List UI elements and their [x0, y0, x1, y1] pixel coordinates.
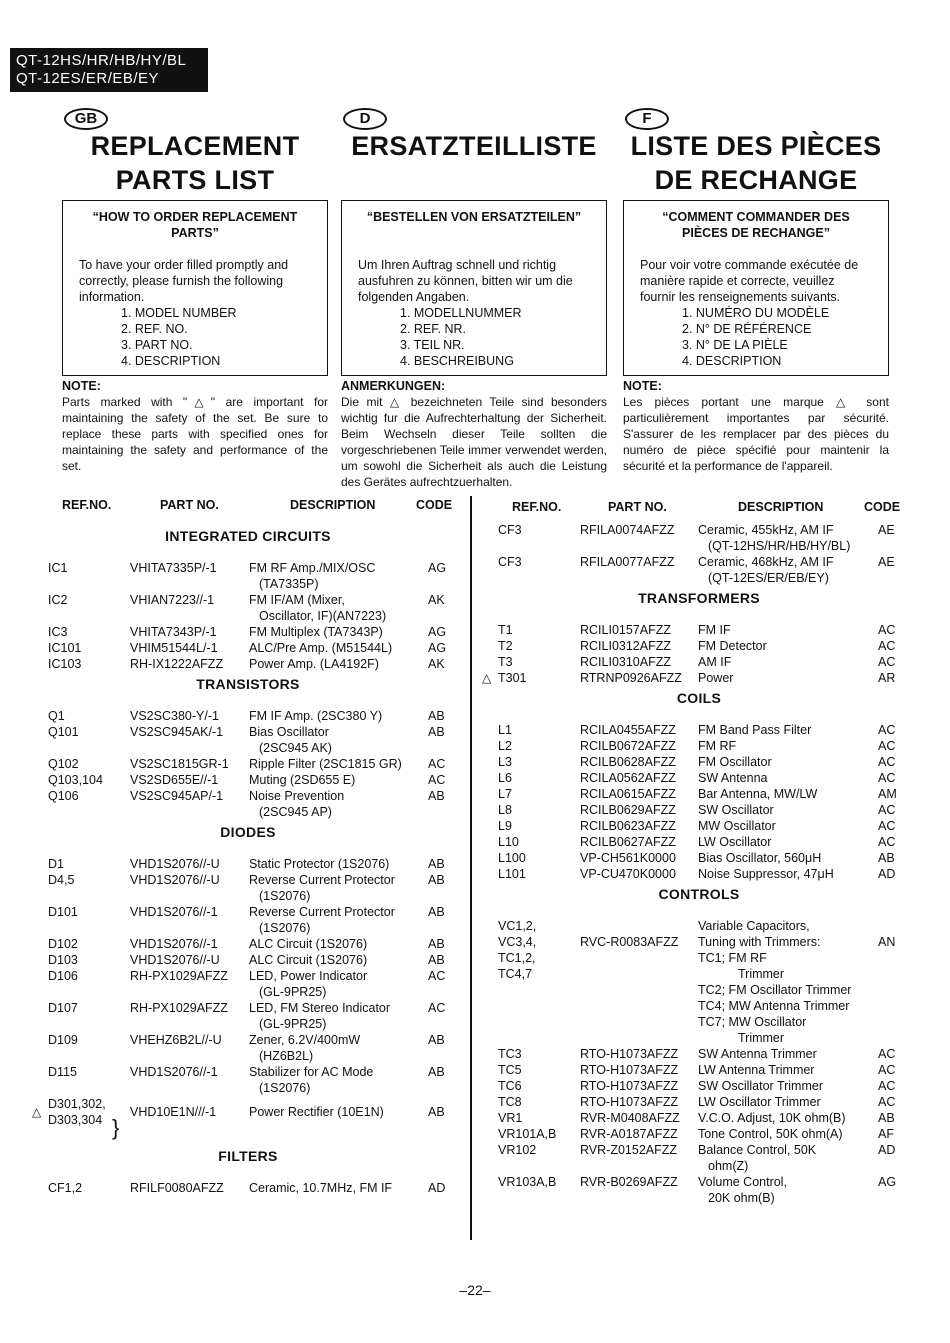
right-header-code: CODE [864, 500, 901, 514]
description: (TA7335P) [259, 577, 319, 591]
code: AF [878, 1127, 894, 1141]
part-no: RCILI0312AFZZ [580, 639, 672, 653]
part-no: VP-CU470K0000 [580, 867, 676, 881]
part-no: RFILA0074AFZZ [580, 523, 675, 537]
description: LW Oscillator [698, 835, 772, 849]
safety-note [62, 378, 328, 474]
page-number: –22– [459, 1282, 491, 1298]
order-item: 3. PART NO. [121, 338, 193, 352]
description: Reverse Current Protector [249, 905, 395, 919]
note-text: Parts marked with "△" are important for maintaining the safety of the set. Be sure to replace these parts with specified ones for maintaining the safety and performance of the set. [62, 395, 328, 473]
section-heading: CONTROLS [658, 886, 740, 902]
ref-no: T3 [498, 655, 513, 669]
order-item: 3. TEIL NR. [400, 338, 465, 352]
left-header-desc: DESCRIPTION [290, 498, 376, 512]
code: AR [878, 671, 896, 685]
note-text: Die mit △ bezeichneten Teile sind besonders wichtig fur die Aufrechterhaltung der Sicherheit. Beim Wechseln dieser Teile sollten die vorgeschriebenen Teile immer verwendet werden, um sowohl die Sicherheit als auch die Leistung des Gerätes aufrechtzuerhalten. [341, 395, 607, 489]
left-header-part: PART NO. [160, 498, 219, 512]
part-no: RCILA0455AFZZ [580, 723, 676, 737]
ref-no: D1 [48, 857, 64, 871]
description: Volume Control, [698, 1175, 787, 1189]
part-no: RCILB0623AFZZ [580, 819, 676, 833]
part-no: VS2SC380-Y/-1 [130, 709, 219, 723]
ref-no: Q101 [48, 725, 79, 739]
description: Bias Oscillator [249, 725, 329, 739]
part-no: RH-PX1029AFZZ [130, 969, 228, 983]
description: TC4; MW Antenna Trimmer [698, 999, 850, 1013]
model-line-2: QT-12ES/ER/EB/EY [16, 70, 160, 87]
ref-no: L100 [498, 851, 526, 865]
code: AB [428, 1033, 445, 1047]
ref-no: TC8 [498, 1095, 522, 1109]
part-no: VS2SC945AP/-1 [130, 789, 224, 803]
right-header-ref: REF.NO. [512, 500, 562, 514]
code: AC [428, 969, 446, 983]
ref-no: IC3 [48, 625, 68, 639]
description: Ripple Filter (2SC1815 GR) [249, 757, 402, 771]
ref-no: TC4,7 [498, 967, 533, 981]
code: AC [878, 1063, 896, 1077]
description: LED, Power Indicator [249, 969, 368, 983]
code: AC [878, 771, 896, 785]
ref-no: Q103,104 [48, 773, 103, 787]
code: AB [428, 937, 445, 951]
description: FM IF [698, 623, 731, 637]
code: AC [878, 655, 896, 669]
description: (2SC945 AK) [259, 741, 332, 755]
ref-no: L9 [498, 819, 512, 833]
how-to-order-box [62, 200, 328, 376]
ref-no: VR1 [498, 1111, 523, 1125]
description: SW Antenna [698, 771, 768, 785]
ref-no: CF3 [498, 523, 522, 537]
section-title: REPLACEMENT [90, 131, 300, 161]
description: Muting (2SD655 E) [249, 773, 356, 787]
code: AC [878, 755, 896, 769]
part-no: VHITA7335P/-1 [130, 561, 217, 575]
description: (1S2076) [259, 889, 311, 903]
code: AK [428, 593, 445, 607]
code: AB [428, 789, 445, 803]
description: TC2; FM Oscillator Trimmer [698, 983, 852, 997]
part-no: RTO-H1073AFZZ [580, 1079, 679, 1093]
description: ALC Circuit (1S2076) [249, 937, 368, 951]
description: Bar Antenna, MW/LW [698, 787, 818, 801]
description: Static Protector (1S2076) [249, 857, 390, 871]
ref-no: TC6 [498, 1079, 522, 1093]
part-no: VS2SC1815GR-1 [130, 757, 229, 771]
part-no: VHIM51544L/-1 [130, 641, 218, 655]
ref-no: VC1,2, [498, 919, 537, 933]
ref-no: L2 [498, 739, 512, 753]
code: AB [428, 709, 445, 723]
description: TC7; MW Oscillator [698, 1015, 807, 1029]
part-no: RTO-H1073AFZZ [580, 1063, 679, 1077]
code: AM [878, 787, 897, 801]
description: ohm(Z) [708, 1159, 749, 1173]
description: MW Oscillator [698, 819, 776, 833]
section-title: ERSATZTEILLISTE [351, 131, 597, 161]
description: (2SC945 AP) [259, 805, 332, 819]
part-no: VS2SD655E//-1 [130, 773, 219, 787]
note-heading: ANMERKUNGEN: [341, 379, 446, 393]
note-heading: NOTE: [623, 379, 662, 393]
ref-no: L8 [498, 803, 512, 817]
description: ALC/Pre Amp. (M51544L) [249, 641, 393, 655]
order-heading-line: “COMMENT COMMANDER DES [662, 210, 850, 224]
section-title: PARTS LIST [115, 165, 275, 195]
ref-no: D109 [48, 1033, 78, 1047]
part-no: RVR-A0187AFZZ [580, 1127, 678, 1141]
description: Oscillator, IF)(AN7223) [259, 609, 387, 623]
order-heading-line: “BESTELLEN VON ERSATZTEILEN” [366, 210, 582, 224]
code: AK [428, 657, 445, 671]
code: AC [878, 739, 896, 753]
code: AC [878, 819, 896, 833]
part-no: RVR-B0269AFZZ [580, 1175, 678, 1189]
ref-no: IC101 [48, 641, 82, 655]
section-heading: COILS [676, 690, 722, 706]
order-item: 1. NUMÉRO DU MODÈLE [682, 306, 830, 320]
order-instructions: To have your order filled promptly and correctly, please furnish the following information. [79, 258, 289, 304]
description: (GL-9PR25) [259, 1017, 327, 1031]
order-item: 1. MODELLNUMMER [400, 306, 522, 320]
description: Noise Suppressor, 47μH [698, 867, 834, 881]
code: AC [878, 723, 896, 737]
description: FM Band Pass Filter [698, 723, 812, 737]
part-no: VS2SC945AK/-1 [130, 725, 224, 739]
ref-no: TC5 [498, 1063, 522, 1077]
code: AB [878, 851, 895, 865]
code: AD [878, 867, 896, 881]
part-no: VHD1S2076//-U [130, 857, 220, 871]
part-no: VP-CH561K0000 [580, 851, 676, 865]
section-title: LISTE DES PIÈCES [630, 131, 882, 161]
part-no: RCILI0157AFZZ [580, 623, 672, 637]
ref-no: VR101A,B [498, 1127, 557, 1141]
code: AC [878, 835, 896, 849]
order-item: 1. MODEL NUMBER [121, 306, 237, 320]
description: Bias Oscillator, 560μH [698, 851, 822, 865]
order-instructions: Pour voir votre commande exécutée de manière rapide et correcte, veuillez fournir les renseignements suivants. [640, 258, 859, 304]
ref-no: Q106 [48, 789, 79, 803]
code: AG [428, 641, 447, 655]
language-badge: D [343, 108, 387, 130]
description: V.C.O. Adjust, 10K ohm(B) [698, 1111, 846, 1125]
section-heading: TRANSFORMERS [638, 590, 760, 606]
description: FM Detector [698, 639, 767, 653]
code: AC [878, 623, 896, 637]
part-no: RTO-H1073AFZZ [580, 1047, 679, 1061]
description: Ceramic, 455kHz, AM IF [698, 523, 834, 537]
model-number-box [10, 48, 208, 92]
description: Tone Control, 50K ohm(A) [698, 1127, 843, 1141]
ref-no: D107 [48, 1001, 78, 1015]
order-item: 2. N° DE RÉFÉRENCE [682, 322, 812, 336]
description: Trimmer [738, 967, 785, 981]
ref-no: L10 [498, 835, 519, 849]
ref-no: D4,5 [48, 873, 75, 887]
code: AB [428, 857, 445, 871]
model-line-1: QT-12HS/HR/HB/HY/BL [16, 52, 187, 69]
section-heading: INTEGRATED CIRCUITS [165, 528, 331, 544]
part-no: VHD1S2076//-U [130, 953, 220, 967]
ref-no: VC3,4, [498, 935, 537, 949]
ref-no: VR103A,B [498, 1175, 557, 1189]
ref-no: T2 [498, 639, 513, 653]
description: Power [698, 671, 734, 685]
how-to-order-box [623, 200, 889, 376]
description: TC1; FM RF [698, 951, 767, 965]
section-title: DE RECHANGE [654, 165, 858, 195]
part-no: RTO-H1073AFZZ [580, 1095, 679, 1109]
ref-no: D101 [48, 905, 78, 919]
part-no: VHEHZ6B2L//-U [130, 1033, 222, 1047]
code: AB [428, 1065, 445, 1079]
code: AC [428, 773, 446, 787]
part-no: RH-IX1222AFZZ [130, 657, 224, 671]
description: Balance Control, 50K [698, 1143, 817, 1157]
part-no: VHITA7343P/-1 [130, 625, 217, 639]
section-heading: FILTERS [218, 1148, 278, 1164]
description: LW Antenna Trimmer [698, 1063, 815, 1077]
language-badge: F [625, 108, 669, 130]
description: Zener, 6.2V/400mW [249, 1033, 361, 1047]
part-no: RCILA0562AFZZ [580, 771, 676, 785]
order-item: 4. BESCHREIBUNG [400, 354, 514, 368]
code: AB [428, 1105, 445, 1119]
part-no: VHD1S2076//-U [130, 873, 220, 887]
part-no: RVC-R0083AFZZ [580, 935, 679, 949]
part-no: RCILB0672AFZZ [580, 739, 676, 753]
part-no: RVR-Z0152AFZZ [580, 1143, 678, 1157]
ref-no: D102 [48, 937, 78, 951]
description: FM IF/AM (Mixer, [249, 593, 345, 607]
part-no: RCILB0627AFZZ [580, 835, 676, 849]
order-item: 4. DESCRIPTION [682, 354, 782, 368]
description: Ceramic, 468kHz, AM IF [698, 555, 834, 569]
description: SW Oscillator Trimmer [698, 1079, 823, 1093]
description: LW Oscillator Trimmer [698, 1095, 821, 1109]
order-heading [79, 209, 311, 241]
description: Ceramic, 10.7MHz, FM IF [249, 1181, 393, 1195]
description: Power Amp. (LA4192F) [249, 657, 379, 671]
part-no: RCILB0628AFZZ [580, 755, 676, 769]
part-no: RH-PX1029AFZZ [130, 1001, 228, 1015]
part-no: VHD1S2076//-1 [130, 937, 218, 951]
code: AG [878, 1175, 897, 1189]
safety-warning-icon: △ [482, 671, 492, 685]
description: Reverse Current Protector [249, 873, 395, 887]
order-item: 4. DESCRIPTION [121, 354, 221, 368]
note-text: Les pièces portant une marque △ sont particulièrement importantes par sécurité. S'assurer de les remplacer par des pièces du numéro de pièce spécifié pour maintenir la sécurité et la performance de l'appareil. [623, 395, 889, 473]
description: FM Multiplex (TA7343P) [249, 625, 383, 639]
ref-no: L6 [498, 771, 512, 785]
order-item: 2. REF. NR. [400, 322, 466, 336]
ref-no: Q102 [48, 757, 79, 771]
safety-note [623, 378, 889, 474]
description: Trimmer [738, 1031, 785, 1045]
code: AD [428, 1181, 446, 1195]
ref-no: Q1 [48, 709, 65, 723]
part-no: RTRNP0926AFZZ [580, 671, 682, 685]
ref-no: CF1,2 [48, 1181, 83, 1195]
order-heading [640, 209, 872, 241]
part-no: RFILA0077AFZZ [580, 555, 675, 569]
description: AM IF [698, 655, 732, 669]
code: AN [878, 935, 896, 949]
ref-no: D103 [48, 953, 78, 967]
part-no: VHD10E1N///-1 [130, 1105, 217, 1119]
right-header-desc: DESCRIPTION [738, 500, 824, 514]
part-no: VHD1S2076//-1 [130, 905, 218, 919]
code: AB [428, 873, 445, 887]
part-no: VHD1S2076//-1 [130, 1065, 218, 1079]
description: (1S2076) [259, 1081, 311, 1095]
description: (1S2076) [259, 921, 311, 935]
description: FM RF [698, 739, 737, 753]
description: Stabilizer for AC Mode [249, 1065, 374, 1079]
order-heading-line: PARTS” [171, 226, 219, 240]
order-heading [358, 209, 590, 225]
code: AC [878, 803, 896, 817]
code: AC [878, 1079, 896, 1093]
how-to-order-box [341, 200, 607, 376]
description: (HZ6B2L) [259, 1049, 314, 1063]
order-heading-line: PIÈCES DE RECHANGE” [682, 226, 830, 240]
order-instructions: Um Ihren Auftrag schnell und richtig ausfuhren zu können, bitten wir um die folgenden Angaben. [358, 258, 573, 304]
order-item: 3. N° DE LA PIÈLE [682, 338, 788, 352]
code: AE [878, 555, 895, 569]
ref-no: L1 [498, 723, 512, 737]
order-item: 2. REF. NO. [121, 322, 188, 336]
description: Tuning with Trimmers: [698, 935, 821, 949]
code: AG [428, 561, 447, 575]
part-no: RCILB0629AFZZ [580, 803, 676, 817]
code: AC [428, 757, 446, 771]
code: AC [878, 1047, 896, 1061]
section-heading: TRANSISTORS [196, 676, 300, 692]
code: AD [878, 1143, 896, 1157]
part-no: RVR-M0408AFZZ [580, 1111, 680, 1125]
code: AG [428, 625, 447, 639]
code: AC [878, 639, 896, 653]
description: (QT-12HS/HR/HB/HY/BL) [708, 539, 851, 553]
right-header-part: PART NO. [608, 500, 667, 514]
order-heading-line: “HOW TO ORDER REPLACEMENT [92, 210, 298, 224]
part-no: RCILI0310AFZZ [580, 655, 672, 669]
left-header-ref: REF.NO. [62, 498, 112, 512]
description: SW Antenna Trimmer [698, 1047, 817, 1061]
ref-no: VR102 [498, 1143, 537, 1157]
code: AB [428, 725, 445, 739]
ref-no: TC3 [498, 1047, 522, 1061]
code: AB [428, 905, 445, 919]
ref-no: D106 [48, 969, 78, 983]
section-heading: DIODES [220, 824, 276, 840]
description: FM RF Amp./MIX/OSC [249, 561, 376, 575]
code: AB [428, 953, 445, 967]
description: FM Oscillator [698, 755, 772, 769]
code: AB [878, 1111, 895, 1125]
description: ALC Circuit (1S2076) [249, 953, 368, 967]
ref-no: TC1,2, [498, 951, 536, 965]
description: Variable Capacitors, [698, 919, 810, 933]
description: (GL-9PR25) [259, 985, 327, 999]
note-heading: NOTE: [62, 379, 101, 393]
description: Noise Prevention [249, 789, 345, 803]
code: AE [878, 523, 895, 537]
ref-no: T1 [498, 623, 513, 637]
part-no: VHIAN7223//-1 [130, 593, 215, 607]
ref-no: CF3 [498, 555, 522, 569]
part-no: RCILA0615AFZZ [580, 787, 676, 801]
code: AC [428, 1001, 446, 1015]
description: SW Oscillator [698, 803, 774, 817]
safety-warning-icon: △ [32, 1105, 42, 1119]
ref-no: L101 [498, 867, 526, 881]
description: FM IF Amp. (2SC380 Y) [249, 709, 383, 723]
ref-no: D303,304 [48, 1113, 103, 1127]
description: (QT-12ES/ER/EB/EY) [708, 571, 829, 585]
language-badge: GB [64, 108, 108, 130]
ref-no: D115 [48, 1065, 77, 1079]
ref-no: D301,302, [48, 1097, 106, 1111]
ref-no: L3 [498, 755, 512, 769]
grouping-bracket: } [112, 1115, 120, 1140]
description: LED, FM Stereo Indicator [249, 1001, 391, 1015]
code: AC [878, 1095, 896, 1109]
column-divider [470, 496, 472, 1240]
part-no: RFILF0080AFZZ [130, 1181, 224, 1195]
description: Power Rectifier (10E1N) [249, 1105, 384, 1119]
ref-no: T301 [498, 671, 527, 685]
description: 20K ohm(B) [708, 1191, 775, 1205]
ref-no: L7 [498, 787, 512, 801]
ref-no: IC2 [48, 593, 68, 607]
ref-no: IC103 [48, 657, 82, 671]
safety-note [341, 378, 607, 490]
left-header-code: CODE [416, 498, 453, 512]
ref-no: IC1 [48, 561, 68, 575]
